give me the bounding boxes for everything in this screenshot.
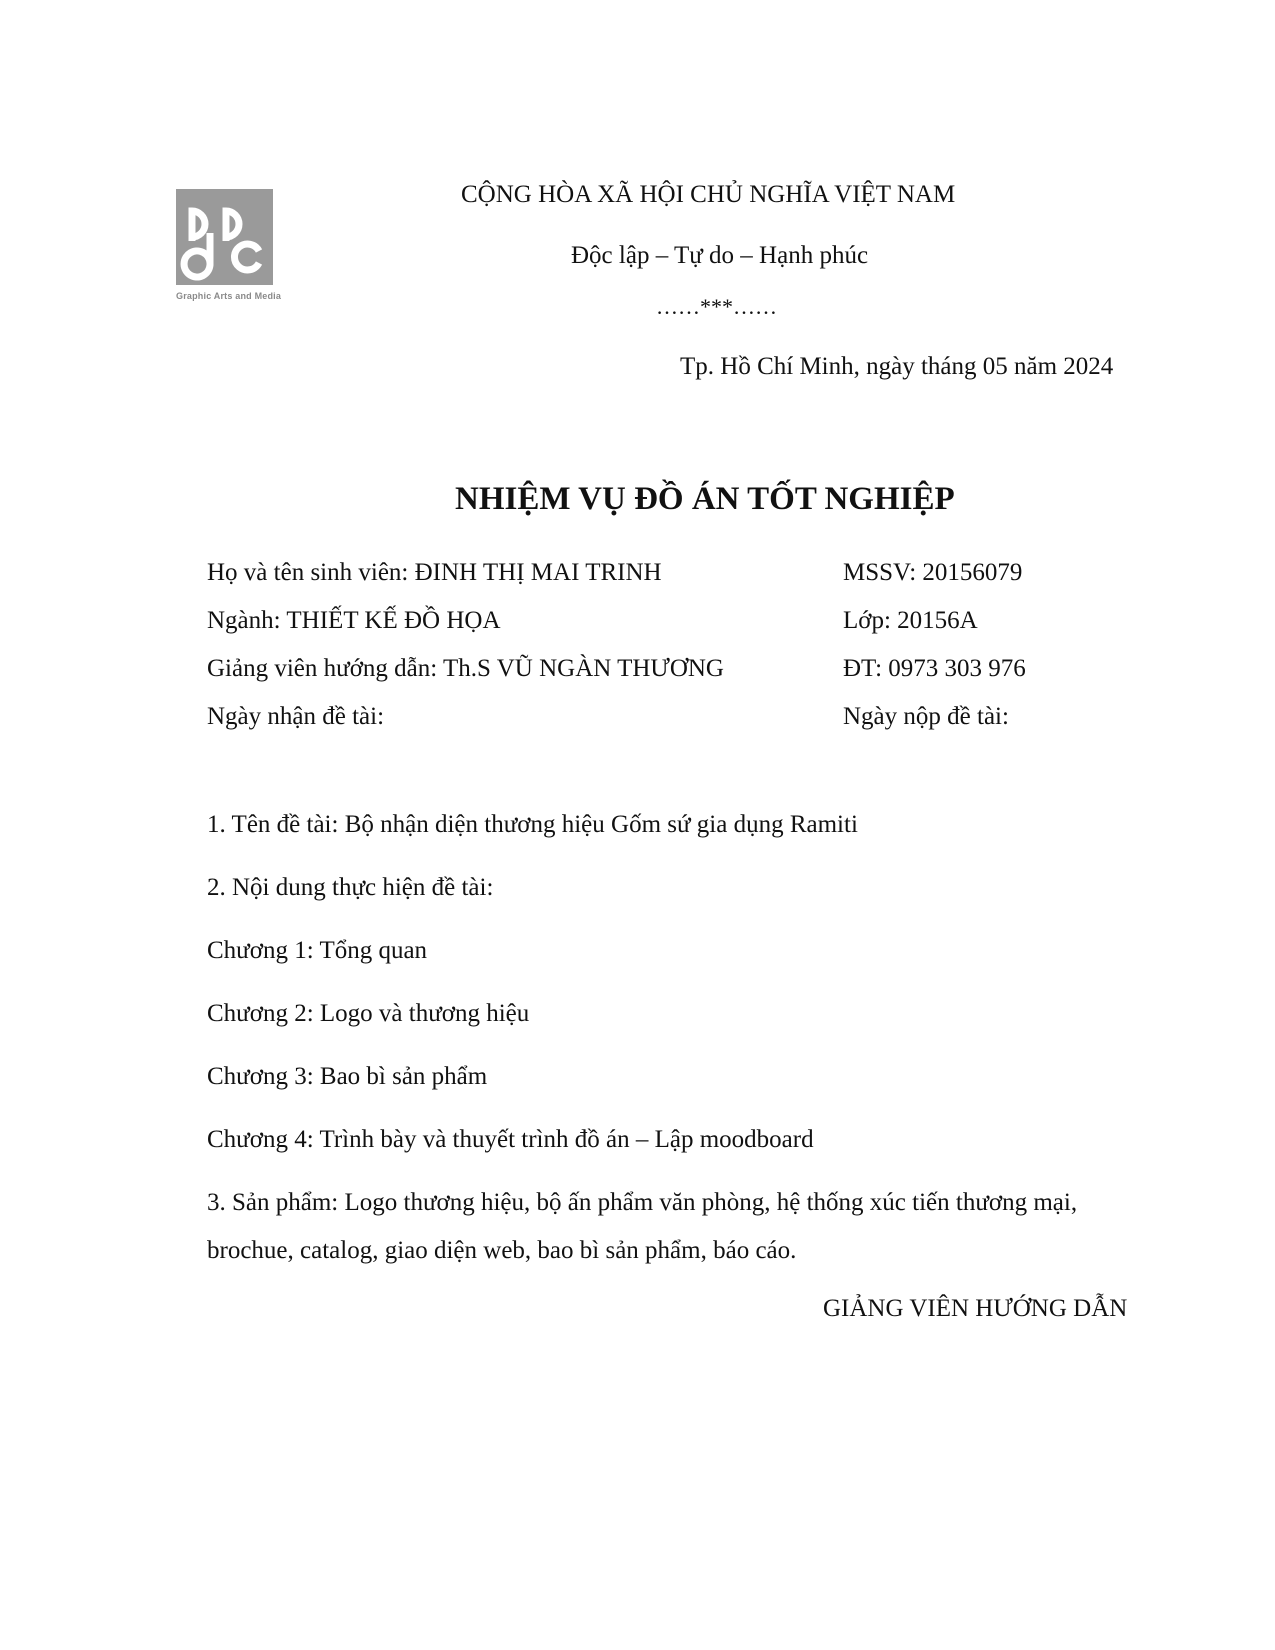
- logo-mark: [176, 189, 273, 285]
- motto: Độc lập – Tự do – Hạnh phúc: [571, 242, 869, 269]
- separator: ……***……: [656, 294, 777, 319]
- student-name-line: [207, 558, 662, 588]
- product-line-continued: brochue, catalog, giao diện web, bao bì sản phẩm, báo cáo.: [207, 1237, 797, 1264]
- chapter-item: Chương 1: Tổng quan: [207, 937, 428, 964]
- graphic-arts-media-logo-icon: [176, 189, 273, 285]
- class: Lớp: 20156A: [843, 607, 978, 634]
- date-line: Tp. Hồ Chí Minh, ngày tháng 05 năm 2024: [680, 353, 1114, 380]
- page-title: NHIỆM VỤ ĐỒ ÁN TỐT NGHIỆP: [455, 481, 955, 517]
- submitted-date: Ngày nộp đề tài:: [843, 703, 1009, 730]
- chapter-item: Chương 4: Trình bày và thuyết trình đồ án – Lập moodboard: [207, 1126, 814, 1153]
- received-date: Ngày nhận đề tài:: [207, 703, 385, 730]
- major-label: Ngành:: [207, 607, 287, 634]
- major-value: THIẾT KẾ ĐỒ HỌA: [286, 607, 501, 634]
- content-heading: 2. Nội dung thực hiện đề tài:: [207, 874, 494, 901]
- advisor-line: Giảng viên hướng dẫn: Th.S VŨ NGÀN THƯƠNG: [207, 655, 724, 682]
- student-value: ĐINH THỊ MAI TRINH: [414, 559, 662, 586]
- signature-heading: GIẢNG VIÊN HƯỚNG DẪN: [823, 1295, 1128, 1322]
- phone: ĐT: 0973 303 976: [843, 655, 1026, 682]
- product-line: 3. Sản phẩm: Logo thương hiệu, bộ ấn phẩm văn phòng, hệ thống xúc tiến thương mại,: [207, 1189, 1078, 1216]
- major-line: [207, 606, 501, 636]
- mssv: MSSV: 20156079: [843, 559, 1023, 586]
- student-label: Họ và tên sinh viên:: [207, 559, 415, 586]
- nation-heading: CỘNG HÒA XÃ HỘI CHỦ NGHĨA VIỆT NAM: [461, 181, 956, 208]
- chapter-item: Chương 3: Bao bì sản phẩm: [207, 1063, 488, 1090]
- chapter-item: Chương 2: Logo và thương hiệu: [207, 1000, 530, 1027]
- logo-caption: Graphic Arts and Media: [176, 291, 282, 301]
- topic-line: 1. Tên đề tài: Bộ nhận diện thương hiệu Gốm sứ gia dụng Ramiti: [207, 811, 858, 838]
